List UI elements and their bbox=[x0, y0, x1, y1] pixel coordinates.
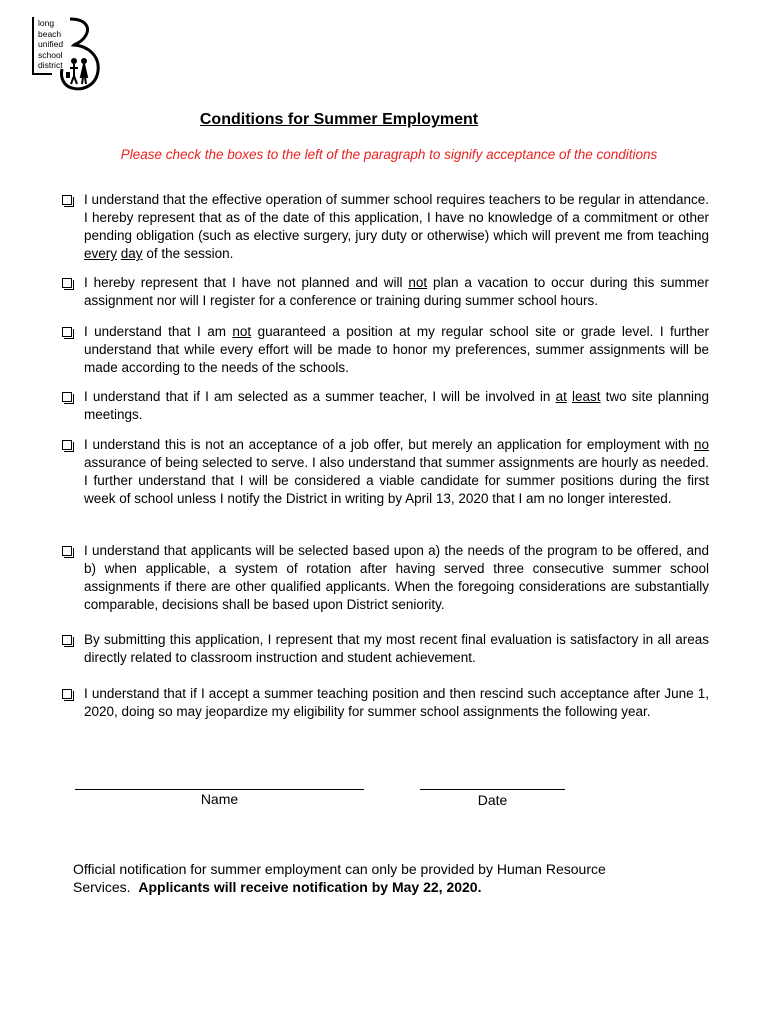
underlined-text: least bbox=[571, 389, 601, 404]
page-title: Conditions for Summer Employment bbox=[199, 111, 479, 128]
condition-text bbox=[84, 685, 709, 721]
text-run: I understand that I am bbox=[84, 324, 233, 339]
condition-text bbox=[84, 274, 709, 310]
checkbox-icon[interactable] bbox=[62, 278, 72, 288]
text-run: assurance of being selected to serve. I also understand that summer assignments are hourly as needed. I further understand that I will be considered a viable candidate for summer positions during the first week of school unless I notify the District in writing by April 13, 2020 that I am no longer interested. bbox=[84, 455, 709, 506]
checkbox-icon[interactable] bbox=[62, 440, 72, 450]
footer-text: Official notification for summer employment can only be provided by Human Resource Services. bbox=[73, 861, 606, 895]
underlined-text: not bbox=[232, 324, 252, 339]
name-label: Name bbox=[200, 791, 239, 807]
text-run: I understand this is not an acceptance of a job offer, but merely an application for employment with bbox=[84, 437, 694, 452]
footer-note bbox=[73, 860, 663, 896]
condition-item bbox=[62, 436, 709, 508]
text-run: By submitting this application, I represent that my most recent final evaluation is satisfactory in all areas directly related to classroom instruction and student achievement. bbox=[84, 632, 709, 665]
text-run: I understand that if I accept a summer teaching position and then rescind such acceptance after June 1, 2020, doing so may jeopardize my eligibility for summer school assignments the following year. bbox=[84, 686, 709, 719]
underlined-text: day bbox=[120, 246, 143, 261]
condition-text bbox=[84, 191, 709, 263]
condition-text bbox=[84, 542, 709, 614]
checkbox-icon[interactable] bbox=[62, 392, 72, 402]
text-run: I hereby represent that I have not planned and will bbox=[84, 275, 409, 290]
condition-item bbox=[62, 685, 709, 721]
condition-text bbox=[84, 436, 709, 508]
text-run: of the session. bbox=[142, 246, 234, 261]
condition-item bbox=[62, 274, 709, 310]
footer-bold-text: Applicants will receive notification by May 22, 2020. bbox=[138, 879, 482, 895]
underlined-text: every bbox=[84, 246, 118, 261]
instruction-text: Please check the boxes to the left of the paragraph to signify acceptance of the conditions bbox=[120, 147, 658, 162]
condition-item bbox=[62, 388, 709, 424]
underlined-text: at bbox=[555, 389, 567, 404]
text-run: plan a vacation to occur during this summer assignment nor will I register for a conference or training during summer school hours. bbox=[84, 275, 709, 308]
text-run: guaranteed a position at my regular school site or grade level. I further understand that while every effort will be made to honor my preferences, summer assignments will be made according to the needs of the schools. bbox=[84, 324, 709, 375]
checkbox-icon[interactable] bbox=[62, 689, 72, 699]
district-logo-text: long beach unified school district bbox=[38, 18, 64, 70]
date-label: Date bbox=[477, 792, 508, 808]
checkbox-icon[interactable] bbox=[62, 546, 72, 556]
underlined-text: not bbox=[408, 275, 428, 290]
checkbox-icon[interactable] bbox=[62, 635, 72, 645]
condition-text bbox=[84, 388, 709, 424]
checkbox-icon[interactable] bbox=[62, 195, 72, 205]
condition-text bbox=[84, 323, 709, 377]
condition-item bbox=[62, 323, 709, 377]
date-signature-line[interactable] bbox=[420, 789, 565, 790]
checkbox-icon[interactable] bbox=[62, 327, 72, 337]
name-signature-line[interactable] bbox=[75, 789, 364, 790]
underlined-text: no bbox=[693, 437, 709, 452]
condition-text bbox=[84, 631, 709, 667]
text-run: I understand that applicants will be selected based upon a) the needs of the program to be offered, and b) when applicable, a system of rotation after having served three consecutive summer school assignments if there are other qualified applicants. When the foregoing considerations are substantially comparable, decisions shall be based upon District seniority. bbox=[84, 543, 709, 612]
condition-item bbox=[62, 542, 709, 614]
condition-item bbox=[62, 191, 709, 263]
text-run: I understand that if I am selected as a summer teacher, I will be involved in bbox=[84, 389, 556, 404]
condition-item bbox=[62, 631, 709, 667]
text-run: two site planning meetings. bbox=[84, 389, 709, 422]
text-run: I understand that the effective operation of summer school requires teachers to be regular in attendance. I hereby represent that as of the date of this application, I have no knowledge of a commitment or other pending obligation (such as elective surgery, jury duty or otherwise) which will prevent me from teaching bbox=[84, 192, 709, 243]
